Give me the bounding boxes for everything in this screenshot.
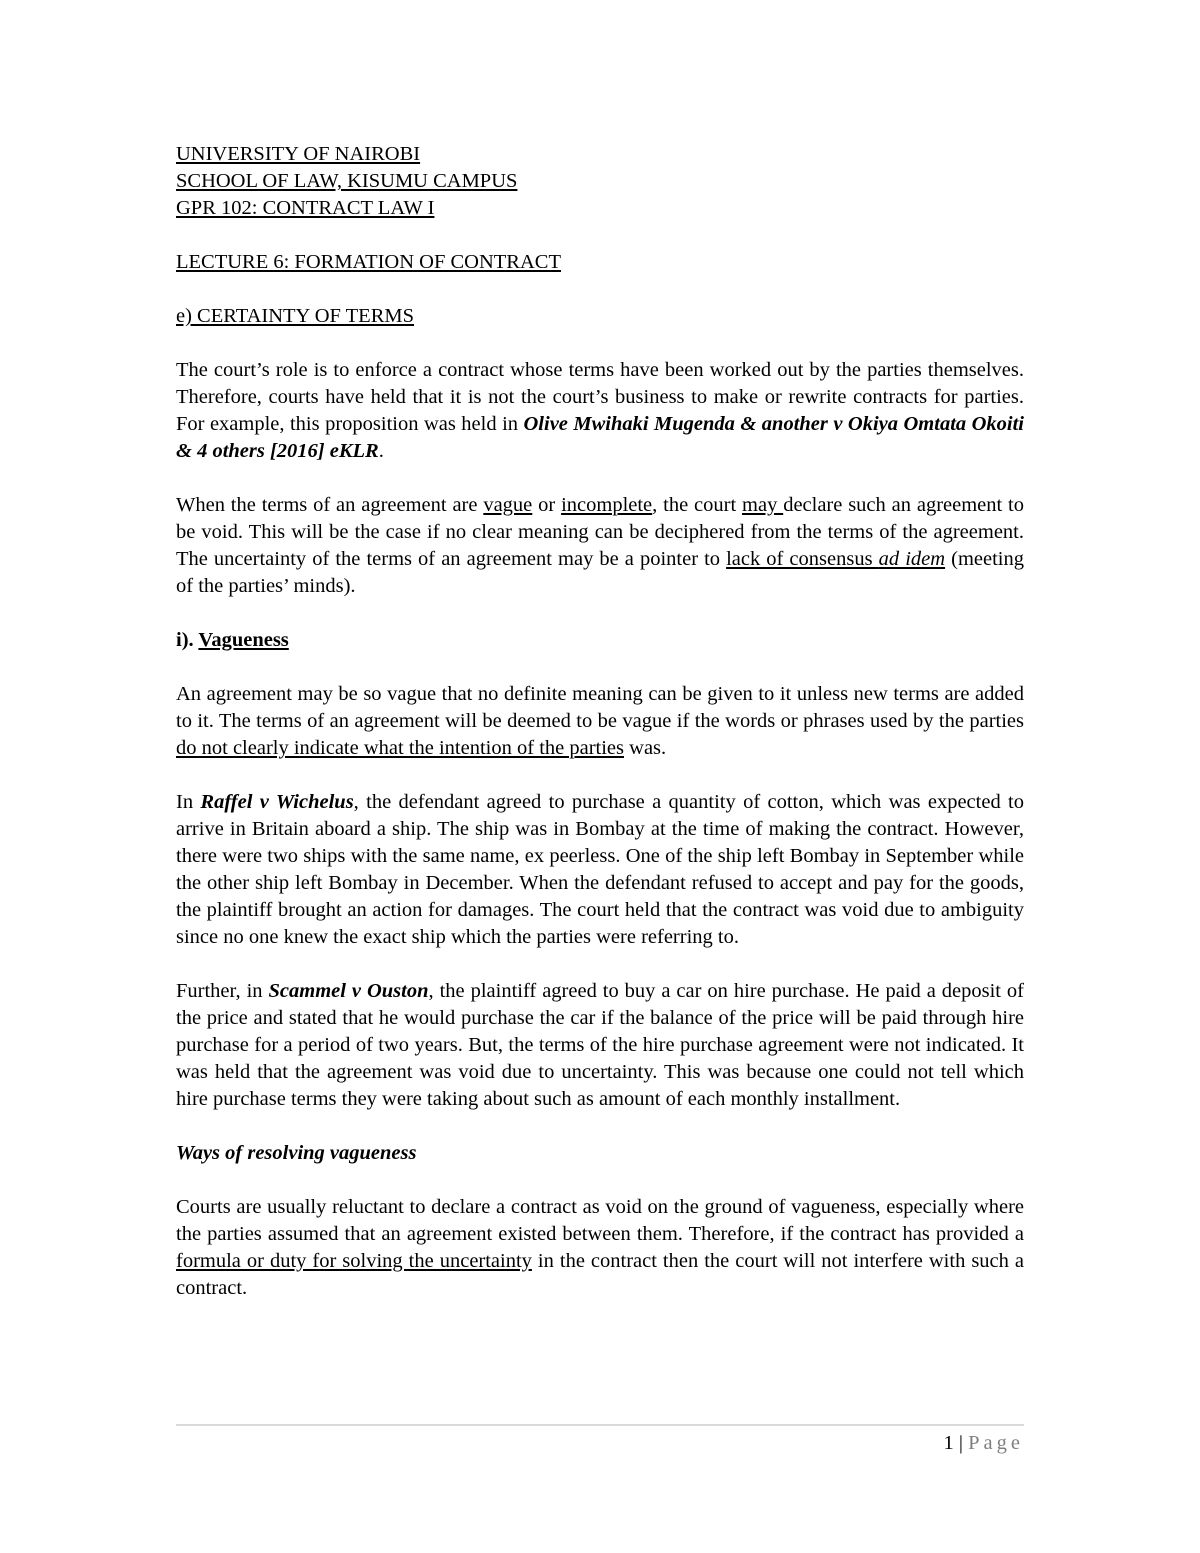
course-title: GPR 102: CONTRACT LAW I bbox=[176, 197, 435, 219]
paragraph-text: or bbox=[532, 494, 562, 516]
paragraph-text: , the plaintiff agreed to buy a car on hire purchase. He paid a deposit of the price and stated that he would purchase the car if the balance of the price will be paid through hire purchase for a period of two years. But, the terms of the hire purchase agreement were not indicated. It was held that the agreement was void due to uncertainty. This was because one could not tell which hire purchase terms they were taking about such as amount of each monthly installment. bbox=[176, 980, 1024, 1110]
paragraph-text: An agreement may be so vague that no definite meaning can be given to it unless new terms are added to it. The terms of an agreement will be deemed to be vague if the words or phrases used by the parties bbox=[176, 683, 1024, 732]
paragraph-text: (meeting of the parties’ minds). bbox=[176, 548, 1024, 597]
page-number: 1 bbox=[943, 1432, 954, 1454]
latin-term: ad idem bbox=[878, 548, 946, 570]
paragraph-text: , the defendant agreed to purchase a quantity of cotton, which was expected to arrive in Britain aboard a ship. The ship was in Bombay at the time of making the contract. However, there were two ships with the same name, ex peerless. One of the ship left Bombay in September while the other ship left Bombay in December. When the defendant refused to accept and pay for the goods, the plaintiff brought an action for damages. The court held that the contract was void due to ambiguity since no one knew the exact ship which the parties were referring to. bbox=[176, 791, 1024, 948]
paragraph-court-role bbox=[176, 357, 1024, 465]
paragraph-text: The court’s role is to enforce a contract whose terms have been worked out by the parties themselves. Therefore, courts have held that it is not the court’s business to make or rewrite contracts for parties. For example, this proposition was held in bbox=[176, 359, 1024, 435]
footer-divider bbox=[176, 1424, 1024, 1426]
heading-number: i). bbox=[176, 629, 199, 651]
paragraph-text: Further, in bbox=[176, 980, 269, 1002]
university-name: UNIVERSITY OF NAIROBI bbox=[176, 143, 421, 165]
paragraph-vague-definition bbox=[176, 681, 1024, 762]
underlined-term: do not clearly indicate what the intention of the parties bbox=[176, 737, 625, 759]
page-label: Page bbox=[968, 1432, 1024, 1454]
paragraph-text: was. bbox=[624, 737, 667, 759]
case-citation-scammel: Scammel v Ouston bbox=[268, 980, 429, 1002]
paragraph-text: in the contract then the court will not interfere with such a contract. bbox=[176, 1250, 1024, 1299]
section-heading-block bbox=[176, 303, 1024, 330]
page-separator: | bbox=[953, 1432, 969, 1454]
document-page bbox=[176, 141, 1024, 1329]
underlined-term: may bbox=[742, 494, 784, 516]
resolving-heading: Ways of resolving vagueness bbox=[176, 1142, 417, 1164]
underlined-term: vague bbox=[483, 494, 533, 516]
paragraph-text: , the court bbox=[652, 494, 743, 516]
lecture-title: LECTURE 6: FORMATION OF CONTRACT bbox=[176, 251, 561, 273]
paragraph-text: declare such an agreement to be void. This will be the case if no clear meaning can be deciphered from the terms of the agreement. The uncertainty of the terms of an agreement may be a pointer to bbox=[176, 494, 1025, 570]
document-header bbox=[176, 141, 1024, 222]
vagueness-heading bbox=[176, 627, 1024, 654]
heading-title: Vagueness bbox=[198, 629, 289, 651]
school-name: SCHOOL OF LAW, KISUMU CAMPUS bbox=[176, 170, 518, 192]
section-heading: e) CERTAINTY OF TERMS bbox=[176, 305, 415, 327]
underlined-term: lack of consensus bbox=[726, 548, 879, 570]
paragraph-raffel-case bbox=[176, 789, 1024, 951]
case-citation-mugenda: Olive Mwihaki Mugenda & another v Okiya Omtata Okoiti & 4 others [2016] eKLR bbox=[176, 413, 1025, 462]
underlined-term: formula or duty for solving the uncertainty bbox=[176, 1250, 532, 1272]
case-citation-raffel: Raffel v Wichelus bbox=[200, 791, 354, 813]
paragraph-text: In bbox=[176, 791, 201, 813]
lecture-title-block bbox=[176, 249, 1024, 276]
paragraph-vague-terms bbox=[176, 492, 1024, 600]
page-footer bbox=[944, 1430, 1024, 1457]
paragraph-text: . bbox=[378, 440, 384, 462]
paragraph-scammel-case bbox=[176, 978, 1024, 1113]
paragraph-text: Courts are usually reluctant to declare a contract as void on the ground of vagueness, especially where the parties assumed that an agreement existed between them. Therefore, if the contract has provided a bbox=[176, 1196, 1024, 1245]
paragraph-text: When the terms of an agreement are bbox=[176, 494, 484, 516]
paragraph-resolving bbox=[176, 1194, 1024, 1302]
underlined-term: incomplete bbox=[561, 494, 653, 516]
